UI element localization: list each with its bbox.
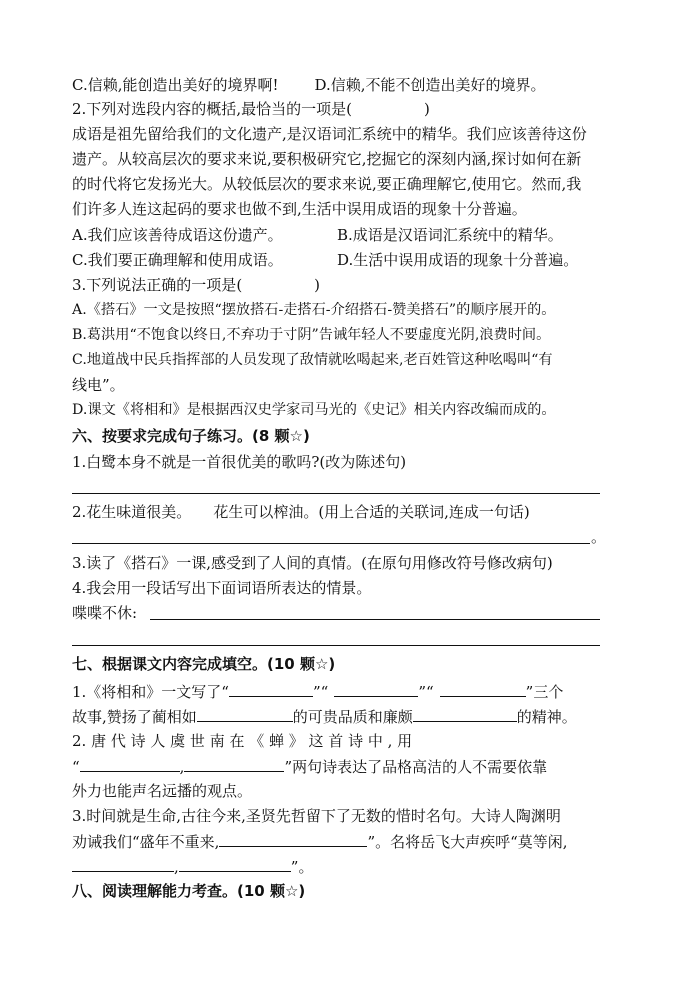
s7-item-3-end	[72, 855, 313, 877]
s7-item-3-text-b: 劝诫我们“盛年不重来,	[72, 833, 220, 851]
s7-item-3: 3.时间就是生命,古往今来,圣贤先哲留下了无数的惜时名句。大诗人陶渊明	[72, 807, 561, 825]
s7-item-1-quote-1: ”“	[312, 683, 329, 701]
s7-item-1	[72, 680, 563, 702]
s7-item-2-text-d: ”两句诗表达了品格高洁的人不需要依靠	[284, 758, 548, 776]
s6-item-2-answer-line	[72, 543, 590, 544]
q2-passage-line-2: 遗产。从较高层次的要求来说,要积极研究它,挖掘它的深刻内涵,探讨如何在新	[72, 150, 582, 168]
s7-blank-story-3[interactable]	[440, 680, 526, 697]
s6-item-1-answer-line	[72, 493, 600, 494]
s6-item-4: 4.我会用一段话写出下面词语所表达的情景。	[72, 579, 372, 597]
q2-passage-line-1: 成语是祖先留给我们的文化遗产,是汉语词汇系统中的精华。我们应该善待这份	[72, 125, 587, 143]
s7-blank-story-1[interactable]	[229, 680, 313, 697]
q2-stem-text: 2.下列对选段内容的概括,最恰当的一项是(	[72, 100, 352, 118]
s7-blank-poem-line-1[interactable]	[80, 755, 180, 772]
s7-blank-poem-line-2[interactable]	[184, 755, 284, 772]
q1-options-row	[72, 74, 546, 96]
s6-item-4-word: 喋喋不休:	[72, 604, 138, 622]
s7-item-1-text-a: 1.《将相和》一文写了“	[72, 683, 229, 701]
s7-blank-story-2[interactable]	[334, 680, 418, 697]
section-8-heading: 八、阅读理解能力考查。(10 颗☆)	[72, 882, 306, 900]
section-7-heading: 七、根据课文内容完成填空。(10 颗☆)	[72, 655, 336, 673]
section-6-heading: 六、按要求完成句子练习。(8 颗☆)	[72, 427, 310, 445]
q2-option-c: C.我们要正确理解和使用成语。	[72, 251, 283, 269]
s7-item-1-text-b: ”三个	[525, 683, 564, 701]
q2-option-d: D.生活中误用成语的现象十分普遍。	[337, 251, 579, 269]
s7-item-3-comma: ,	[174, 858, 179, 876]
s7-blank-lian-spirit[interactable]	[413, 705, 517, 722]
q3-stem-text: 3.下列说法正确的一项是(	[72, 276, 243, 294]
q3-option-c-cont: 线电”。	[72, 376, 125, 394]
s7-blank-yue-line-2[interactable]	[179, 855, 291, 872]
s6-item-2	[72, 501, 530, 523]
s7-blank-tao-line[interactable]	[219, 830, 367, 847]
s7-item-2-open-quote: “	[72, 758, 80, 776]
q3-option-b: B.葛洪用“不饱食以终日,不弃功于寸阴”告诫年轻人不要虚度光阴,浪费时间。	[72, 327, 551, 343]
s7-item-2-cont	[72, 755, 547, 777]
s7-item-2-end: 外力也能声名远播的观点。	[72, 782, 253, 800]
s7-item-3-cont	[72, 830, 568, 852]
q2-stem-close: )	[423, 100, 430, 118]
s6-item-2-period: 。	[591, 528, 607, 546]
s7-item-3-text-c: ”。名将岳飞大声疾呼“莫等闲,	[367, 833, 568, 851]
q3-option-a: A.《搭石》一文是按照“摆放搭石-走搭石-介绍搭石-赞美搭石”的顺序展开的。	[72, 302, 556, 318]
s7-item-2: 2. 唐 代 诗 人 虞 世 南 在 《 蝉 》 这 首 诗 中 , 用	[72, 732, 413, 750]
s6-item-4-answer-line-2	[72, 645, 600, 646]
s7-blank-yue-line-1[interactable]	[72, 855, 174, 872]
q2-options-row-1	[72, 224, 563, 246]
s6-item-3: 3.读了《搭石》一课,感受到了人间的真情。(在原句用修改符号修改病句)	[72, 554, 553, 572]
s7-item-1-text-d: 的可贵品质和廉颇	[292, 708, 413, 726]
s7-blank-lin-quality[interactable]	[197, 705, 293, 722]
q2-passage-line-3: 的时代将它发扬光大。从较低层次的要求来说,要正确理解它,使用它。然而,我	[72, 175, 582, 193]
q2-stem	[72, 98, 430, 120]
q3-option-c: C.地道战中民兵指挥部的人员发现了敌情就吆喝起来,老百姓管这种吆喝叫“有	[72, 352, 553, 368]
q1-option-d: D.信赖,不能不创造出美好的境界。	[314, 76, 546, 94]
s7-item-1-quote-2: ”“	[418, 683, 434, 701]
s7-item-1-text-e: 的精神。	[516, 708, 577, 726]
q3-option-d: D.课文《将相和》是根据西汉史学家司马光的《史记》相关内容改编而成的。	[72, 402, 556, 418]
q1-option-c: C.信赖,能创造出美好的境界啊!	[72, 76, 279, 94]
q2-options-row-2	[72, 249, 578, 271]
s7-item-1-cont	[72, 705, 577, 727]
s7-item-3-close: ”。	[290, 858, 314, 876]
q2-option-b: B.成语是汉语词汇系统中的精华。	[337, 226, 563, 244]
q3-stem-close: )	[314, 276, 321, 294]
s7-item-1-text-c: 故事,赞扬了蔺相如	[72, 708, 197, 726]
s6-item-1: 1.白鹭本身不就是一首很优美的歌吗?(改为陈述句)	[72, 453, 407, 471]
s6-item-2-sentence-b: 花生可以榨油。(用上合适的关联词,连成一句话)	[213, 503, 530, 521]
s6-item-4-answer-line-1	[150, 619, 600, 620]
q3-stem	[72, 274, 320, 296]
q2-option-a: A.我们应该善待成语这份遗产。	[72, 226, 283, 244]
s7-item-2-comma: ,	[179, 758, 185, 776]
s6-item-2-sentence-a: 2.花生味道很美。	[72, 503, 192, 521]
q2-passage-line-4: 们许多人连这起码的要求也做不到,生活中误用成语的现象十分普遍。	[72, 200, 527, 218]
